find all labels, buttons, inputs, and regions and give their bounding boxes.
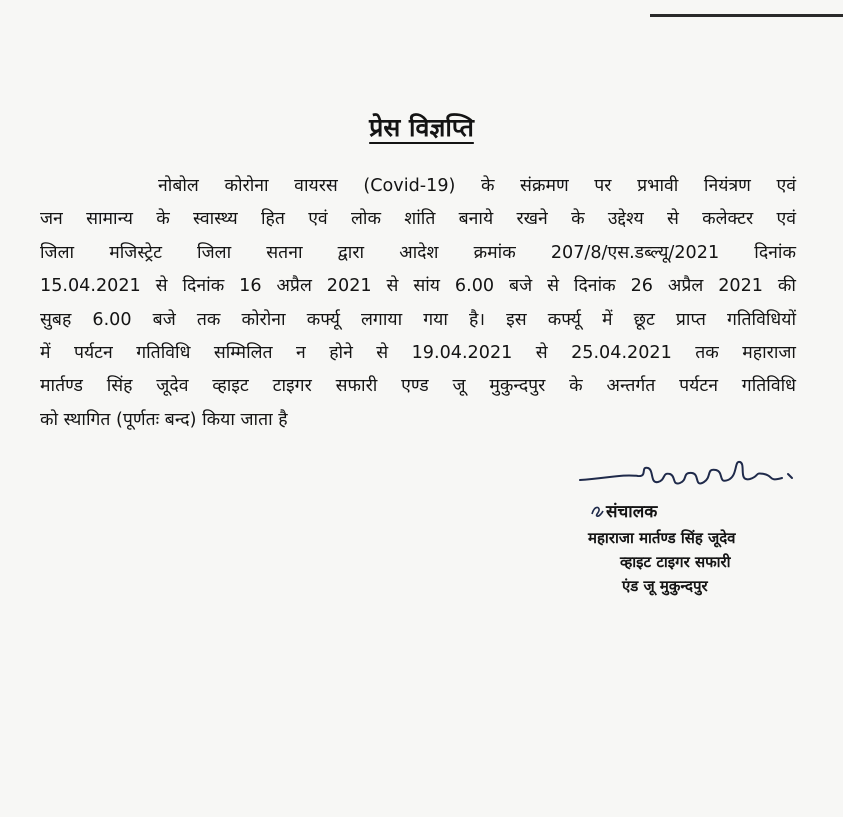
paragraph-line: सुबह 6.00 बजे तक कोरोना कर्फ्यू लगाया गया है। इस कर्फ्यू में छूट प्राप्त गतिविधियों [40, 309, 796, 330]
org-line-3: एंड जू मुकुन्दपुर [622, 577, 708, 595]
handwritten-signature [578, 452, 818, 502]
document-title [0, 110, 843, 144]
paragraph-line: नोबोल कोरोना वायरस (Covid-19) के संक्रमण पर प्रभावी नियंत्रण एवं [158, 176, 796, 196]
paragraph-line: जिला मजिस्ट्रेट जिला सतना द्वारा आदेश क्रमांक 207/8/एस.डब्ल्यू/2021 दिनांक [40, 242, 796, 263]
initial-mark-icon [590, 504, 604, 518]
paragraph-line: को स्थागित (पूर्णतः बन्द) किया जाता है [40, 409, 288, 430]
signatory-role: संचालक [606, 502, 658, 522]
title-text: प्रेस विज्ञप्ति [369, 113, 474, 142]
org-line-1: महाराजा मार्तण्ड सिंह जूदेव [588, 529, 736, 547]
paragraph-line: जन सामान्य के स्वास्थ्य हित एवं लोक शांति बनाये रखने के उद्देश्य से कलेक्टर एवं [40, 209, 796, 230]
org-line-2: व्हाइट टाइगर सफारी [620, 553, 731, 571]
body-paragraph [40, 170, 796, 437]
paragraph-line: 15.04.2021 से दिनांक 16 अप्रैल 2021 से सांय 6.00 बजे से दिनांक 26 अप्रैल 2021 की [40, 276, 796, 297]
top-rule [650, 14, 843, 17]
paragraph-line: मार्तण्ड सिंह जूदेव व्हाइट टाइगर सफारी एण्ड जू मुकुन्दपुर के अन्तर्गत पर्यटन गतिविधि [40, 376, 796, 397]
paragraph-line: में पर्यटन गतिविधि सम्मिलित न होने से 19.04.2021 से 25.04.2021 तक महाराजा [40, 343, 796, 364]
